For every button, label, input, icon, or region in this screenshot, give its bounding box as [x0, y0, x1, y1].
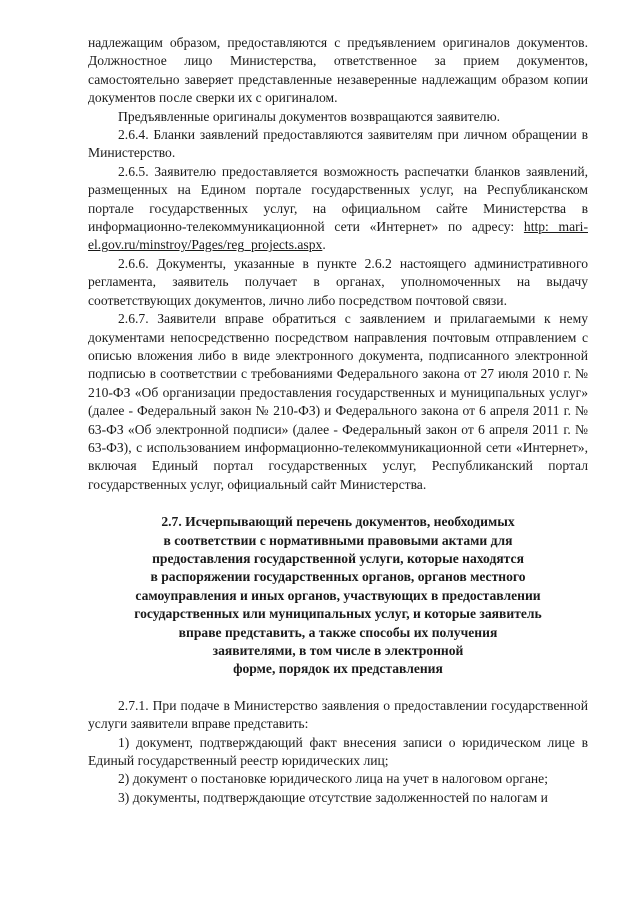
list-item-1: 1) документ, подтверждающий факт внесения записи о юридическом лице в Единый государственный реестр юридических лиц; [88, 734, 588, 769]
heading-line: в распоряжении государственных органов, органов местного [150, 569, 526, 585]
paragraph-originals-returned: Предъявленные оригиналы документов возвращаются заявителю. [118, 108, 500, 124]
heading-line: заявителями, в том числе в электронной [212, 643, 464, 658]
paragraph-2-6-5 [88, 163, 588, 255]
heading-line: форме, порядок их представления [233, 661, 443, 677]
heading-line: государственных или муниципальных услуг, и которые заявитель [134, 606, 542, 622]
heading-line: в соответствии с нормативными правовыми актами для [163, 532, 513, 548]
heading-line: предоставления государственной услуги, которые находятся [152, 550, 524, 566]
paragraph-2-6-6: 2.6.6. Документы, указанные в пункте 2.6.2 настоящего административного регламента, заявитель получает в органах, уполномоченных на выдачу соответствующих документов, лично либо посредством почтовой связи. [88, 255, 588, 308]
paragraph-2-6-5-tail: . [322, 237, 326, 253]
paragraph-2-6-5-text: 2.6.5. Заявителю предоставляется возможность распечатки бланков заявлений, размещенных на Едином портале государственных услуг, на Республиканском портале государственных услуг, на официальном сайте Министерства в информационно-телекоммуникационной сети «Интернет» по адресу: [88, 163, 588, 235]
paragraph-2-7-1: 2.7.1. При подаче в Министерство заявления о предоставлении государственной услуги заявители вправе представить: [88, 697, 588, 732]
heading-line: самоуправления и иных органов, участвующих в предоставлении [135, 587, 541, 603]
list-item-2: 2) документ о постановке юридического лица на учет в налоговом органе; [118, 771, 548, 787]
list-item-3: 3) документы, подтверждающие отсутствие задолженностей по налогам и [118, 789, 548, 805]
paragraph-2-6-7: 2.6.7. Заявители вправе обратиться с заявлением и прилагаемыми к нему документами непосредственно посредством направления почтовым отправлением с описью вложения либо в виде электронного документа, подписанного электронной подписью в соответствии с требованиями Федерального закона от 27 июля 2010 г. № 210-ФЗ «Об организации предоставления государственных и муниципальных услуг» (далее - Федеральный закон № 210-ФЗ) и Федерального закона от 6 апреля 2011 г. № 63-ФЗ «Об электронной подписи» (далее - Федеральный закон от 6 апреля 2011 г. № 63-ФЗ), с использованием информационно-телекоммуникационной сети «Интернет», включая Единый портал государственных услуг, Республиканский портал государственных услуг, официальный сайт Министерства. [88, 311, 588, 492]
heading-line: вправе представить, а также способы их получения [178, 624, 498, 640]
heading-line: 2.7. Исчерпывающий перечень документов, необходимых [161, 514, 515, 530]
paragraph-2-6-4: 2.6.4. Бланки заявлений предоставляются заявителям при личном обращении в Министерство. [88, 127, 588, 161]
section-heading-2-7 [88, 513, 588, 679]
paragraph-continuation: надлежащим образом, предоставляются с предъявлением оригиналов документов. Должностное лицо Министерства, ответственное за прием документов, самостоятельно заверяет представленные незаверенные надлежащим образом копии документов после сверки их с оригиналом. [88, 35, 588, 106]
ministry-projects-link[interactable]: http: mari-el.gov.ru/minstroy/Pages/reg_projects.aspx [88, 219, 588, 253]
document-page [88, 34, 588, 807]
